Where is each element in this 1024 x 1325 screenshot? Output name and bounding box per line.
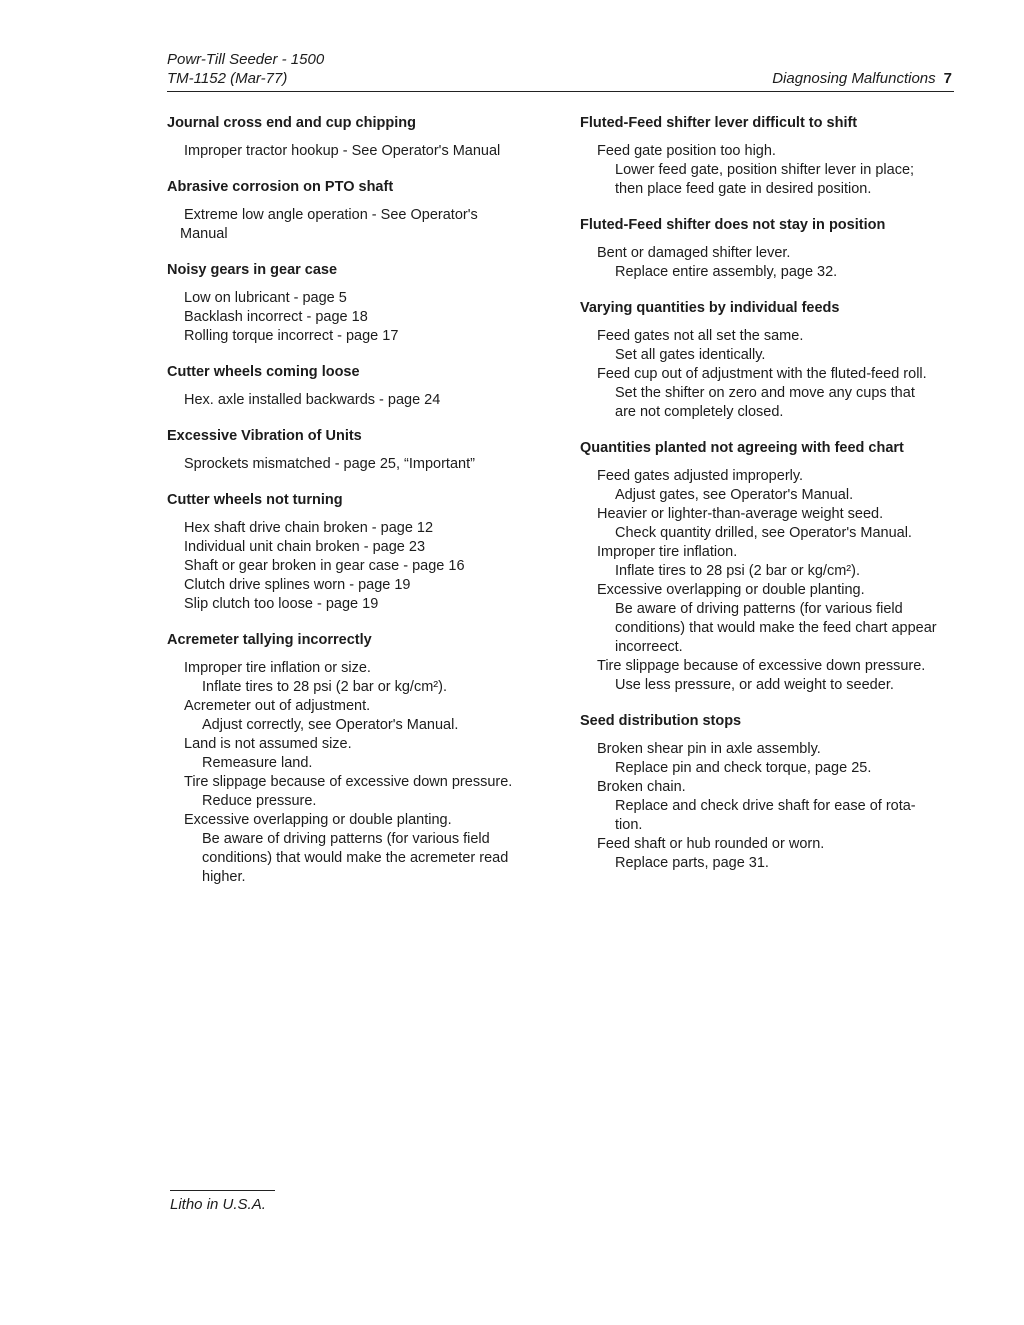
- cause-line: Shaft or gear broken in gear case - page 16: [184, 558, 465, 574]
- remedy-line: Remeasure land.: [202, 755, 313, 771]
- remedy-line: are not completely closed.: [615, 404, 784, 420]
- malfunction-section: [167, 427, 547, 474]
- remedy-line: Be aware of driving patterns (for various field: [615, 601, 903, 617]
- right-column: [580, 114, 956, 890]
- malfunction-section: [580, 114, 956, 199]
- cause-line: Hex. axle installed backwards - page 24: [184, 392, 441, 408]
- cause-line: Excessive overlapping or double planting.: [597, 582, 865, 598]
- malfunction-heading: Abrasive corrosion on PTO shaft: [167, 179, 394, 195]
- remedy-line: Lower feed gate, position shifter lever in place;: [615, 162, 915, 178]
- remedy-line: Adjust gates, see Operator's Manual.: [615, 487, 854, 503]
- remedy-line: Replace pin and check torque, page 25.: [615, 760, 872, 776]
- cause-line: Clutch drive splines worn - page 19: [184, 577, 411, 593]
- footer-imprint: Litho in U.S.A.: [170, 1196, 266, 1213]
- manual-title: Powr-Till Seeder - 1500: [167, 51, 325, 68]
- malfunction-heading: Cutter wheels coming loose: [167, 364, 360, 380]
- remedy-line: Replace entire assembly, page 32.: [615, 264, 838, 280]
- malfunction-heading: Quantities planted not agreeing with feed chart: [580, 440, 904, 456]
- cause-line: Backlash incorrect - page 18: [184, 309, 368, 325]
- page-section-header: [772, 69, 952, 88]
- malfunction-heading: Excessive Vibration of Units: [167, 428, 362, 444]
- cause-line: Individual unit chain broken - page 23: [184, 539, 426, 555]
- cause-line: Sprockets mismatched - page 25, “Important”: [184, 456, 475, 472]
- remedy-line: Reduce pressure.: [202, 793, 317, 809]
- cause-line: Tire slippage because of excessive down pressure.: [184, 774, 513, 790]
- remedy-line: then place feed gate in desired position.: [615, 181, 872, 197]
- cause-line: Feed gates adjusted improperly.: [597, 468, 804, 484]
- manual-number: TM-1152 (Mar-77): [167, 70, 288, 87]
- cause-line: Broken chain.: [597, 779, 686, 795]
- header-rule: [167, 91, 954, 92]
- malfunction-section: [167, 491, 547, 614]
- left-column: [167, 114, 547, 904]
- remedy-line: Inflate tires to 28 psi (2 bar or kg/cm²).: [202, 679, 447, 695]
- malfunction-section: [167, 178, 547, 244]
- malfunction-section: [580, 216, 956, 282]
- malfunction-section: [167, 363, 547, 410]
- section-title: Diagnosing Malfunctions: [772, 70, 936, 87]
- remedy-line: Replace and check drive shaft for ease of rota-: [615, 798, 916, 814]
- cause-line: Improper tire inflation.: [597, 544, 738, 560]
- remedy-line: Adjust correctly, see Operator's Manual.: [202, 717, 459, 733]
- malfunction-heading: Acremeter tallying incorrectly: [167, 632, 372, 648]
- remedy-line: conditions) that would make the feed chart appear: [615, 620, 937, 636]
- malfunction-heading: Journal cross end and cup chipping: [167, 115, 416, 131]
- malfunction-section: [167, 114, 547, 161]
- remedy-line: conditions) that would make the acremeter read: [202, 850, 509, 866]
- remedy-line: Check quantity drilled, see Operator's Manual.: [615, 525, 912, 541]
- cause-line: Improper tire inflation or size.: [184, 660, 371, 676]
- cause-line: Feed gates not all set the same.: [597, 328, 804, 344]
- malfunction-section: [167, 631, 547, 887]
- remedy-line: tion.: [615, 817, 643, 833]
- cause-line: Slip clutch too loose - page 19: [184, 596, 379, 612]
- remedy-line: Set the shifter on zero and move any cups that: [615, 385, 915, 401]
- remedy-line: incorreect.: [615, 639, 683, 655]
- malfunction-section: [580, 712, 956, 873]
- remedy-line: Be aware of driving patterns (for various field: [202, 831, 490, 847]
- cause-line: Excessive overlapping or double planting.: [184, 812, 452, 828]
- cause-line: Hex shaft drive chain broken - page 12: [184, 520, 434, 536]
- remedy-line: Inflate tires to 28 psi (2 bar or kg/cm²).: [615, 563, 860, 579]
- cause-line: Heavier or lighter-than-average weight seed.: [597, 506, 884, 522]
- cause-line: Acremeter out of adjustment.: [184, 698, 371, 714]
- page-number: 7: [943, 70, 952, 87]
- remedy-line: Replace parts, page 31.: [615, 855, 769, 871]
- cause-line: Extreme low angle operation - See Operator's: [184, 207, 478, 223]
- malfunction-heading: Cutter wheels not turning: [167, 492, 343, 508]
- malfunction-heading: Seed distribution stops: [580, 713, 742, 729]
- remedy-line: Use less pressure, or add weight to seeder.: [615, 677, 894, 693]
- remedy-line: Set all gates identically.: [615, 347, 766, 363]
- malfunction-section: [167, 261, 547, 346]
- running-header: [167, 50, 324, 88]
- malfunction-section: [580, 299, 956, 422]
- cause-line: Broken shear pin in axle assembly.: [597, 741, 821, 757]
- cause-line: Manual: [180, 226, 228, 242]
- cause-line: Feed cup out of adjustment with the fluted-feed roll.: [597, 366, 927, 382]
- malfunction-heading: Fluted-Feed shifter does not stay in position: [580, 217, 886, 233]
- cause-line: Tire slippage because of excessive down pressure.: [597, 658, 926, 674]
- cause-line: Feed gate position too high.: [597, 143, 776, 159]
- malfunction-section: [580, 439, 956, 695]
- malfunction-heading: Fluted-Feed shifter lever difficult to shift: [580, 115, 858, 131]
- cause-line: Feed shaft or hub rounded or worn.: [597, 836, 825, 852]
- footer-rule: [170, 1190, 275, 1191]
- remedy-line: higher.: [202, 869, 246, 885]
- cause-line: Bent or damaged shifter lever.: [597, 245, 791, 261]
- cause-line: Rolling torque incorrect - page 17: [184, 328, 399, 344]
- malfunction-heading: Noisy gears in gear case: [167, 262, 338, 278]
- cause-line: Low on lubricant - page 5: [184, 290, 347, 306]
- cause-line: Land is not assumed size.: [184, 736, 352, 752]
- cause-line: Improper tractor hookup - See Operator's Manual: [184, 143, 501, 159]
- malfunction-heading: Varying quantities by individual feeds: [580, 300, 840, 316]
